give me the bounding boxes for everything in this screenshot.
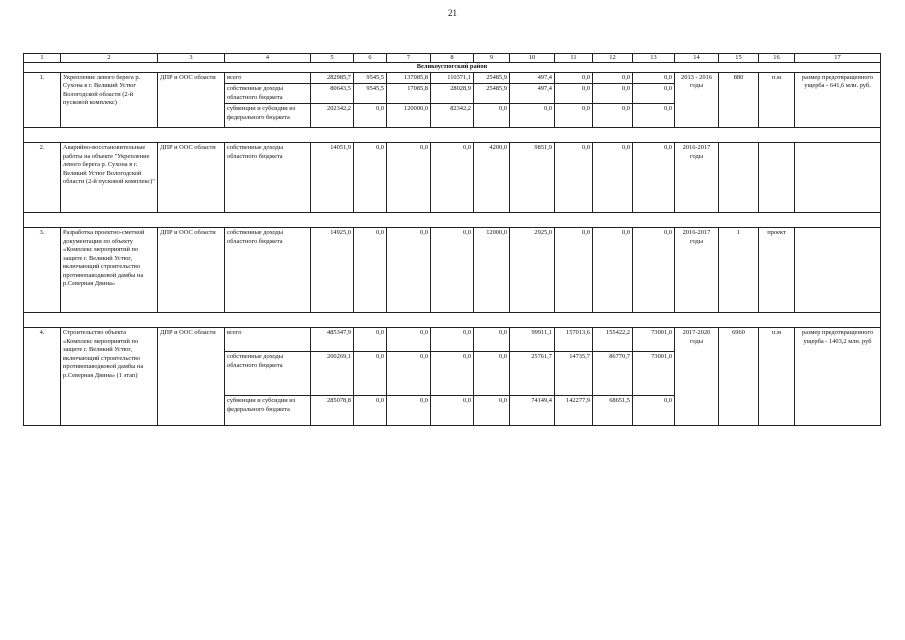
table-row: [24, 72, 881, 83]
amount-cell: 0,0: [354, 396, 387, 426]
row-number-cell: 1.: [24, 72, 61, 127]
amount-cell: 25485,9: [474, 84, 510, 104]
measure-name-cell: Строительство объекта «Комплекс мероприятий по защите г. Великий Устюг, включающий строительство противопаводковой дамбы на р.Северная Двина» (1 этап): [61, 328, 158, 426]
amount-cell: 0,0: [633, 396, 675, 426]
amount-cell: 285078,8: [311, 396, 354, 426]
row-number-cell: 2.: [24, 143, 61, 213]
table-row: [24, 143, 881, 213]
amount-cell: 86770,7: [593, 352, 633, 396]
column-header-cell: 8: [431, 54, 474, 63]
row-number-cell: 4.: [24, 328, 61, 426]
amount-cell: 282985,7: [311, 72, 354, 83]
spacer-row: [24, 213, 881, 228]
amount-cell: 485347,9: [311, 328, 354, 352]
quantity-cell: 1: [719, 228, 759, 313]
column-header-cell: 7: [387, 54, 431, 63]
amount-cell: 80643,5: [311, 84, 354, 104]
quantity-cell: [719, 143, 759, 213]
amount-cell: 12000,0: [474, 228, 510, 313]
funding-source-cell: собственные доходы областного бюджета: [225, 228, 311, 313]
spacer-row: [24, 313, 881, 328]
period-cell: 2017-2020 годы: [675, 328, 719, 426]
department-cell: ДПР и ООС области: [158, 72, 225, 127]
result-cell: [795, 228, 881, 313]
unit-cell: [759, 143, 795, 213]
page-number: 21: [448, 8, 457, 18]
amount-cell: 0,0: [555, 228, 593, 313]
amount-cell: 0,0: [633, 72, 675, 83]
amount-cell: 0,0: [633, 228, 675, 313]
department-cell: ДПР и ООС области: [158, 143, 225, 213]
funding-source-cell: субвенции и субсидии из федерального бюджета: [225, 104, 311, 128]
amount-cell: 74149,4: [510, 396, 555, 426]
amount-cell: 0,0: [510, 104, 555, 128]
amount-cell: 0,0: [387, 328, 431, 352]
funding-source-cell: собственные доходы областного бюджета: [225, 352, 311, 396]
amount-cell: 99911,1: [510, 328, 555, 352]
amount-cell: 0,0: [555, 84, 593, 104]
amount-cell: 25761,7: [510, 352, 555, 396]
amount-cell: 0,0: [633, 104, 675, 128]
measure-name-cell: Разработка проектно-сметной документации по объекту «Комплекс мероприятий по защите г. Великий Устюг, включающий строительство противопаводковой дамбы на р.Северная Двина»: [61, 228, 158, 313]
amount-cell: 0,0: [555, 72, 593, 83]
amount-cell: 0,0: [474, 328, 510, 352]
table-row: [24, 228, 881, 313]
amount-cell: 0,0: [431, 328, 474, 352]
result-cell: [795, 143, 881, 213]
amount-cell: 0,0: [593, 143, 633, 213]
amount-cell: 0,0: [593, 104, 633, 128]
spacer-cell: [24, 213, 881, 228]
department-cell: ДПР и ООС области: [158, 228, 225, 313]
amount-cell: 202342,2: [311, 104, 354, 128]
spacer-row: [24, 128, 881, 143]
funding-source-cell: всего: [225, 72, 311, 83]
unit-cell: п.м: [759, 328, 795, 426]
row-number-cell: 3.: [24, 228, 61, 313]
column-header-cell: 13: [633, 54, 675, 63]
result-cell: размер предотвращенного ущерба - 1403,2 млн. руб: [795, 328, 881, 426]
amount-cell: 0,0: [431, 352, 474, 396]
amount-cell: 0,0: [431, 143, 474, 213]
amount-cell: 497,4: [510, 72, 555, 83]
amount-cell: 25485,9: [474, 72, 510, 83]
amount-cell: 14925,0: [311, 228, 354, 313]
amount-cell: 137085,8: [387, 72, 431, 83]
unit-cell: п.м: [759, 72, 795, 127]
amount-cell: 28028,9: [431, 84, 474, 104]
department-cell: ДПР и ООС области: [158, 328, 225, 426]
amount-cell: 0,0: [555, 143, 593, 213]
region-title: Великоустюгский район: [24, 63, 881, 72]
period-cell: 2013 - 2016 годы: [675, 72, 719, 127]
amount-cell: 0,0: [431, 228, 474, 313]
amount-cell: 0,0: [633, 84, 675, 104]
amount-cell: 110371,1: [431, 72, 474, 83]
column-header-cell: 10: [510, 54, 555, 63]
amount-cell: 0,0: [474, 104, 510, 128]
amount-cell: 0,0: [593, 84, 633, 104]
amount-cell: 0,0: [555, 104, 593, 128]
amount-cell: 2925,0: [510, 228, 555, 313]
amount-cell: 82342,2: [431, 104, 474, 128]
unit-cell: проект: [759, 228, 795, 313]
amount-cell: 73001,0: [633, 328, 675, 352]
amount-cell: 4200,0: [474, 143, 510, 213]
column-header-cell: 6: [354, 54, 387, 63]
column-header-cell: 3: [158, 54, 225, 63]
amount-cell: 200269,1: [311, 352, 354, 396]
column-header-cell: 14: [675, 54, 719, 63]
budget-table: [23, 53, 881, 426]
funding-source-cell: субвенции и субсидии из федерального бюджета: [225, 396, 311, 426]
amount-cell: 142277,9: [555, 396, 593, 426]
amount-cell: 157013,6: [555, 328, 593, 352]
region-row: [24, 63, 881, 72]
amount-cell: 0,0: [387, 396, 431, 426]
spacer-cell: [24, 128, 881, 143]
amount-cell: 0,0: [354, 352, 387, 396]
column-header-cell: 12: [593, 54, 633, 63]
amount-cell: 0,0: [593, 228, 633, 313]
amount-cell: 17085,8: [387, 84, 431, 104]
period-cell: 2016-2017 годы: [675, 228, 719, 313]
column-header-cell: 1: [24, 54, 61, 63]
column-header-cell: 17: [795, 54, 881, 63]
column-header-cell: 11: [555, 54, 593, 63]
amount-cell: 0,0: [387, 352, 431, 396]
quantity-cell: 880: [719, 72, 759, 127]
column-header-row: [24, 54, 881, 63]
column-header-cell: 15: [719, 54, 759, 63]
amount-cell: 0,0: [354, 143, 387, 213]
spacer-cell: [24, 313, 881, 328]
amount-cell: 0,0: [474, 352, 510, 396]
amount-cell: 0,0: [431, 396, 474, 426]
amount-cell: 14735,7: [555, 352, 593, 396]
period-cell: 2016-2017 годы: [675, 143, 719, 213]
amount-cell: 0,0: [354, 104, 387, 128]
column-header-cell: 4: [225, 54, 311, 63]
amount-cell: 9545,5: [354, 84, 387, 104]
amount-cell: 120000,0: [387, 104, 431, 128]
amount-cell: 9545,5: [354, 72, 387, 83]
result-cell: размер предотвращенного ущерба - 641,6 млн. руб.: [795, 72, 881, 127]
amount-cell: 0,0: [354, 328, 387, 352]
table-row: [24, 328, 881, 352]
amount-cell: 0,0: [387, 143, 431, 213]
amount-cell: 9851,9: [510, 143, 555, 213]
amount-cell: 0,0: [354, 228, 387, 313]
amount-cell: 68651,5: [593, 396, 633, 426]
amount-cell: 155422,2: [593, 328, 633, 352]
amount-cell: 0,0: [387, 228, 431, 313]
amount-cell: 497,4: [510, 84, 555, 104]
column-header-cell: 9: [474, 54, 510, 63]
measure-name-cell: Аварийно-восстановительные работы на объекте "Укрепление левого берега р. Сухона в г. Великий Устюг Вологодской области (2-й пусковой комплекс)": [61, 143, 158, 213]
column-header-cell: 2: [61, 54, 158, 63]
amount-cell: 14051,9: [311, 143, 354, 213]
amount-cell: 0,0: [474, 396, 510, 426]
amount-cell: 73001,0: [633, 352, 675, 396]
amount-cell: 0,0: [633, 143, 675, 213]
quantity-cell: 6960: [719, 328, 759, 426]
column-header-cell: 5: [311, 54, 354, 63]
funding-source-cell: собственные доходы областного бюджета: [225, 143, 311, 213]
column-header-cell: 16: [759, 54, 795, 63]
amount-cell: 0,0: [593, 72, 633, 83]
funding-source-cell: собственные доходы областного бюджета: [225, 84, 311, 104]
funding-source-cell: всего: [225, 328, 311, 352]
measure-name-cell: Укрепление левого берега р. Сухона в г. Великий Устюг Вологодской области (2-й пусковой комплекс): [61, 72, 158, 127]
